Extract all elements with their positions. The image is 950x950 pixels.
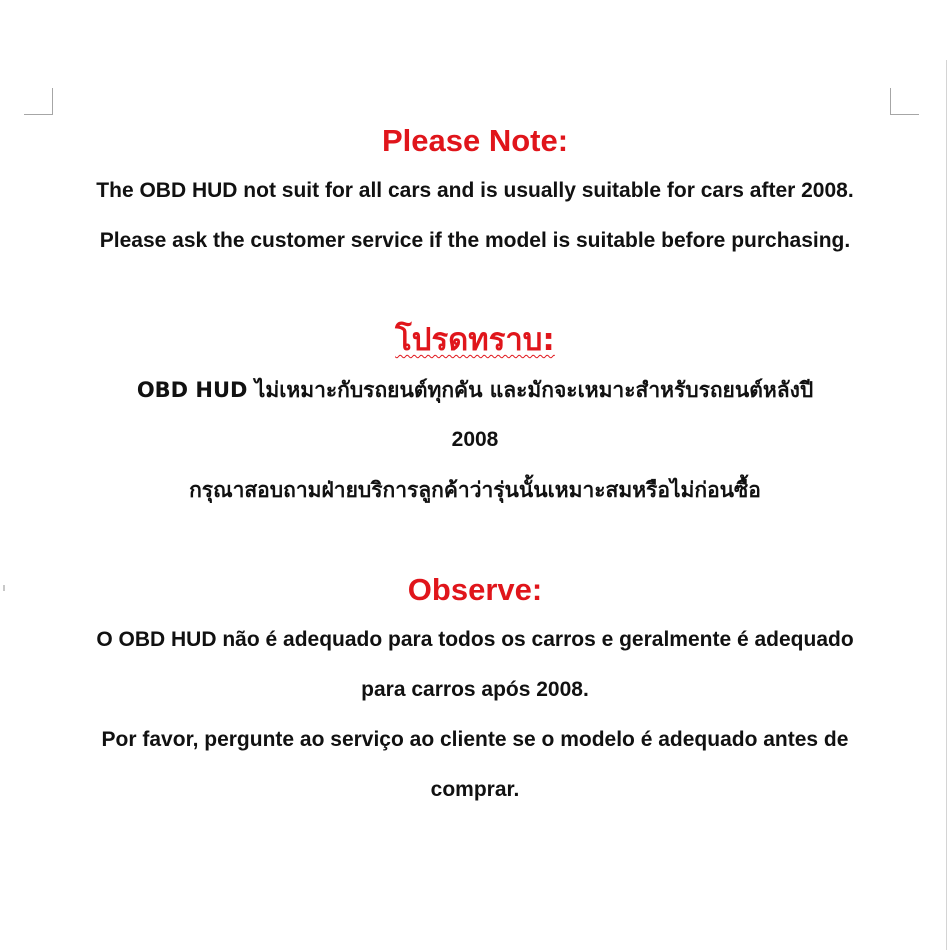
english-line-2: Please ask the customer service if the model is suitable before purchasing.: [99, 229, 851, 252]
english-line-1: The OBD HUD not suit for all cars and is usually suitable for cars after 2008.: [96, 179, 854, 202]
margin-corner-mark-right: [890, 88, 919, 115]
thai-line-3: กรุณาสอบถามฝ่ายบริการลูกค้าว่ารุ่นนั้นเหมาะสมหรือไม่ก่อนซื้อ: [189, 478, 761, 502]
portuguese-heading: Observe:: [407, 572, 543, 607]
page-edge: [946, 60, 947, 950]
thai-note-section: [60, 320, 890, 515]
thai-line-2: 2008: [451, 428, 499, 451]
portuguese-line-1: O OBD HUD não é adequado para todos os carros e geralmente é adequado: [96, 628, 854, 651]
thai-heading: โปรดทราบ:: [395, 322, 555, 358]
english-heading: Please Note:: [381, 123, 569, 158]
margin-corner-mark-left: [24, 88, 53, 115]
margin-tick-mark: [3, 585, 5, 591]
thai-line-1: OBD HUD ไม่เหมาะกับรถยนต์ทุกคัน และมักจะเหมาะสำหรับรถยนต์หลังปี: [136, 378, 814, 402]
english-note-section: [60, 121, 890, 266]
portuguese-line-3: Por favor, pergunte ao serviço ao cliente se o modelo é adequado antes de: [101, 728, 849, 751]
portuguese-note-section: [60, 570, 890, 815]
portuguese-line-2: para carros após 2008.: [361, 678, 589, 701]
portuguese-line-4: comprar.: [430, 778, 520, 801]
